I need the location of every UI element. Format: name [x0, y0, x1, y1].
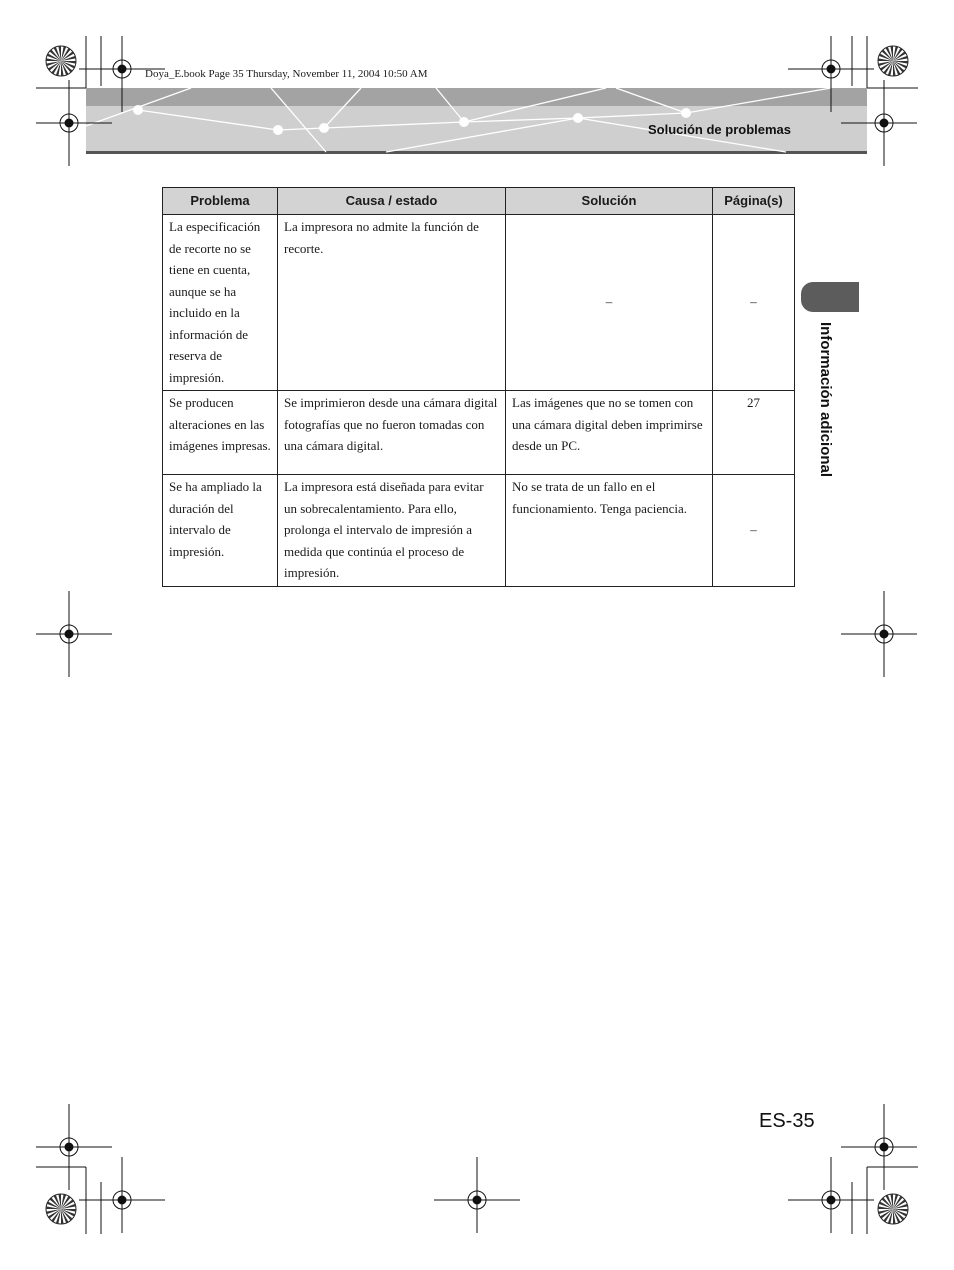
print-slug: Doya_E.book Page 35 Thursday, November 11, 2004 10:50 AM: [145, 68, 428, 80]
cell-causa: La impresora está diseñada para evitar un sobrecalentamiento. Para ello, prolonga el intervalo de impresión a medida que continúa el proceso de impresión.: [278, 475, 506, 587]
cell-causa: Se imprimieron desde una cámara digital fotografías que no fueron tomadas con una cámara digital.: [278, 391, 506, 475]
cell-solucion: No se trata de un fallo en el funcionamiento. Tenga paciencia.: [506, 475, 713, 587]
column-header-problema: Problema: [163, 188, 278, 215]
cell-problema: Se producen alteraciones en las imágenes impresas.: [163, 391, 278, 475]
cell-problema: La especificación de recorte no se tiene en cuenta, aunque se ha incluido en la información de reserva de impresión.: [163, 215, 278, 391]
troubleshooting-table: [162, 187, 795, 587]
page-number: ES-35: [759, 1110, 815, 1132]
cell-paginas: 27: [713, 391, 795, 475]
table-row: [163, 215, 795, 391]
cell-problema: Se ha ampliado la duración del intervalo de impresión.: [163, 475, 278, 587]
table-row: [163, 475, 795, 587]
chapter-tab: [801, 282, 859, 312]
cell-solucion: Las imágenes que no se tomen con una cámara digital deben imprimirse desde un PC.: [506, 391, 713, 475]
chapter-tab-label: Información adicional: [817, 322, 834, 478]
cell-causa: La impresora no admite la función de recorte.: [278, 215, 506, 391]
column-header-paginas: Página(s): [713, 188, 795, 215]
column-header-solucion: Solución: [506, 188, 713, 215]
table-header-row: [163, 188, 795, 215]
column-header-causa: Causa / estado: [278, 188, 506, 215]
section-title: Solución de problemas: [647, 122, 791, 137]
cell-solucion: –: [506, 215, 713, 391]
cell-paginas: –: [713, 475, 795, 587]
table-row: [163, 391, 795, 475]
cell-paginas: –: [713, 215, 795, 391]
